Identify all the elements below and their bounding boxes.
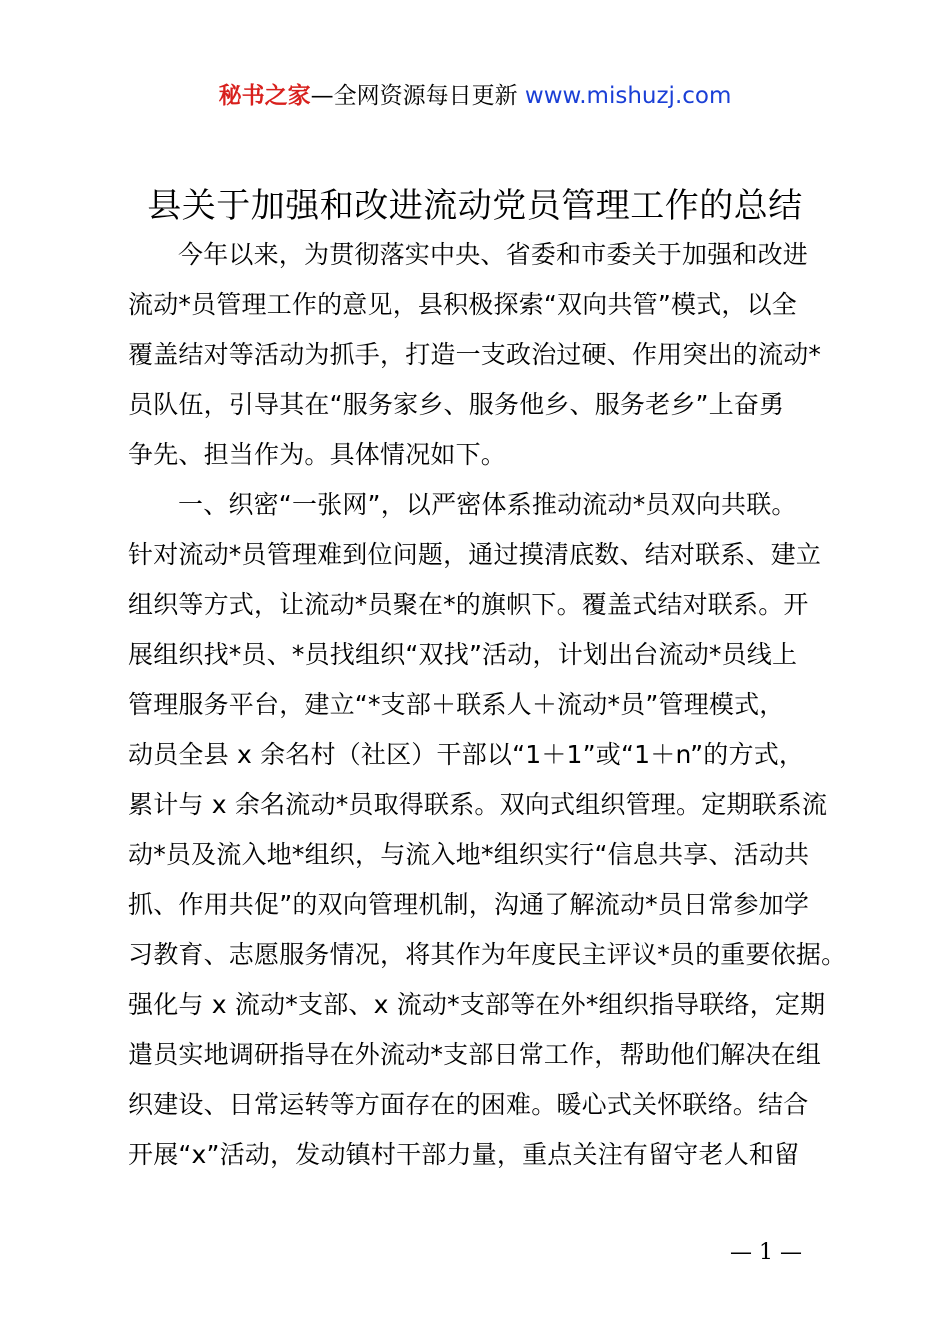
- text-line: 开展“x”活动，发动镇村干部力量，重点关注有留守老人和留: [128, 1140, 800, 1169]
- page-number-footer: [0, 1238, 950, 1268]
- text-line: 强化与 x 流动*支部、x 流动*支部等在外*组织指导联络，定期: [128, 990, 826, 1019]
- text-line: 动*员及流入地*组织，与流入地*组织实行“信息共享、活动共: [128, 840, 810, 869]
- brand-name: 秘书之家: [218, 83, 311, 109]
- text-line: 习教育、志愿服务情况，将其作为年度民主评议*员的重要依据。: [128, 940, 847, 969]
- text-line: 员队伍，引导其在“服务家乡、服务他乡、服务老乡”上奋勇: [128, 390, 785, 419]
- text-line: 组织等方式，让流动*员聚在*的旗帜下。覆盖式结对联系。开: [128, 590, 809, 619]
- text-line: 织建设、日常运转等方面存在的困难。暖心式关怀联络。结合: [128, 1090, 809, 1119]
- text-line: 管理服务平台，建立“*支部＋联系人＋流动*员”管理模式，: [128, 690, 785, 719]
- document-title: 县关于加强和改进流动党员管理工作的总结: [147, 186, 803, 226]
- text-line: 动员全县 x 余名村（社区）干部以“1＋1”或“1＋n”的方式，: [128, 740, 805, 769]
- banner-slogan: —全网资源每日更新: [310, 83, 518, 109]
- text-line: 展组织找*员、*员找组织“双找”活动，计划出台流动*员线上: [128, 640, 798, 669]
- document-body: [128, 230, 848, 1180]
- text-line: 今年以来，为贯彻落实中央、省委和市委关于加强和改进: [178, 240, 809, 269]
- page-number: — 1 —: [730, 1240, 802, 1265]
- site-banner: [0, 80, 950, 112]
- text-line: 抓、作用共促”的双向管理机制，沟通了解流动*员日常参加学: [128, 890, 810, 919]
- text-line: 一、织密“一张网”，以严密体系推动流动*员双向共联。: [178, 490, 797, 519]
- text-line: 覆盖结对等活动为抓手，打造一支政治过硬、作用突出的流动*: [128, 340, 822, 369]
- text-line: 争先、担当作为。具体情况如下。: [128, 440, 507, 469]
- text-line: 遣员实地调研指导在外流动*支部日常工作，帮助他们解决在组: [128, 1040, 822, 1069]
- text-line: 累计与 x 余名流动*员取得联系。双向式组织管理。定期联系流: [128, 790, 828, 819]
- text-line: 流动*员管理工作的意见，县积极探索“双向共管”模式，以全: [128, 290, 798, 319]
- site-url-link[interactable]: www.mishuzj.com: [524, 83, 732, 109]
- text-line: 针对流动*员管理难到位问题，通过摸清底数、结对联系、建立: [128, 540, 822, 569]
